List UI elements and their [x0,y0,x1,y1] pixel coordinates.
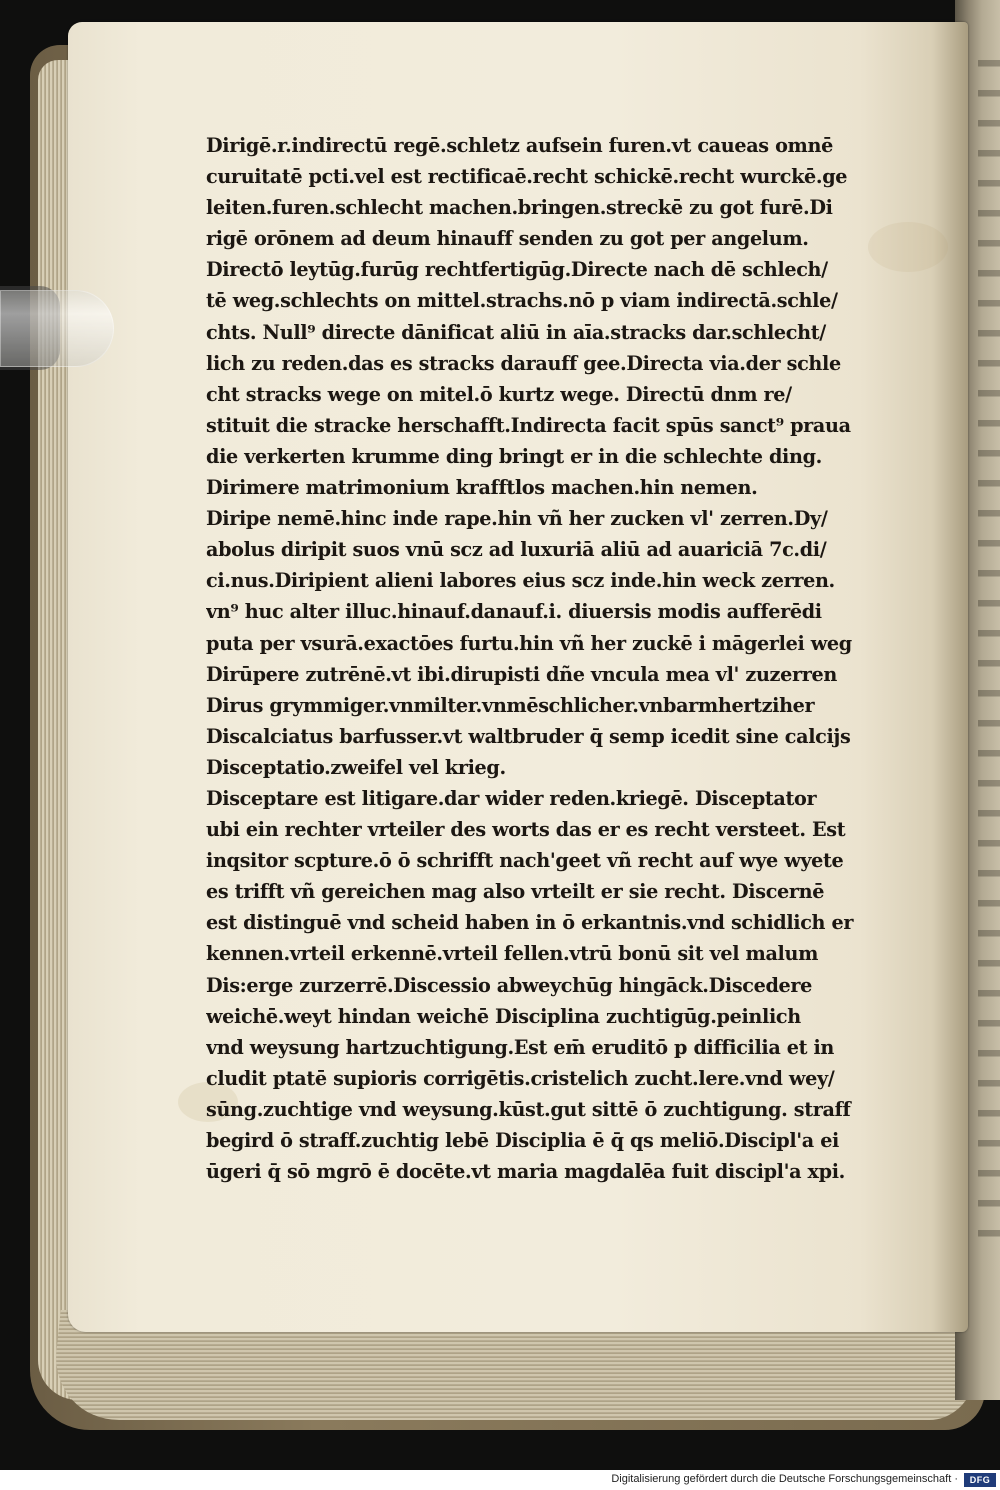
text-line: stituit die stracke herschafft.Indirecta facit spūs sanct⁹ praua [206,413,851,437]
text-line: Discalciatus barfusser.vt waltbruder q̄ semp icedit sine calcijs [206,724,851,748]
text-line: est distinguē vnd scheid haben in ō erkantnis.vnd schidlich er [206,911,854,935]
footer-bar [0,1470,1000,1490]
dfg-logo: DFG [964,1473,996,1487]
text-line: cht stracks wege on mitel.ō kurtz wege. Directū dnm re/ [206,382,792,406]
text-line: curuitatē pcti.vel est rectificaē.recht schickē.recht wurckē.ge [206,165,848,189]
text-line: ūgeri q̄ sō mgrō ē docēte.vt maria magdalēa fuit discipl'a xpi. [206,1160,845,1184]
text-line: es trifft vñ gereichen mag also vrteilt er sie recht. Discernē [206,880,825,904]
text-line: Directō leytūg.furūg rechtfertigūg.Directe nach dē schlech/ [206,258,828,282]
text-line: tē weg.schlechts on mittel.strachs.nō p viam indirectā.schle/ [206,289,838,313]
text-line: leiten.furen.schlecht machen.bringen.streckē zu got furē.Di [206,196,833,220]
text-line: inqsitor scpture.ō ō schrifft nach'geet vñ recht auf wye wyete [206,849,844,873]
text-line: Dirimere matrimonium krafftlos machen.hin nemen. [206,476,758,500]
text-line: ci.nus.Diripient alieni labores eius scz inde.hin weck zerren. [206,569,835,593]
text-line: sūng.zuchtige vnd weysung.kūst.gut sittē ō zuchtigung. straff [206,1097,851,1121]
text-line: Disceptatio.zweifel vel krieg. [206,755,506,779]
text-line: weichē.weyt hindan weichē Disciplina zuchtigūg.peinlich [206,1004,801,1028]
text-line: Dirigē.r.indirectū regē.schletz aufsein furen.vt caueas omnē [206,134,833,157]
text-line: Disceptare est litigare.dar wider reden.kriegē. Disceptator [206,786,817,810]
text-line: cludit ptatē supioris corrigētis.cristelich zucht.lere.vnd wey/ [206,1066,835,1090]
text-line: Dirus grymmiger.vnmilter.vnmēschlicher.vnbarmhertziher [206,693,815,717]
text-line: ubi ein rechter vrteiler des worts das er es recht versteet. Est [206,818,846,842]
text-line: begird ō straff.zuchtig lebē Disciplia ē q̄ qs meliō.Discipl'a ei [206,1129,840,1152]
text-line: chts. Null⁹ directe dānificat aliū in aīa.stracks dar.schlecht/ [206,320,826,344]
text-line: abolus diripit suos vnū scz ad luxuriā aliū ad auariciā 7c.di/ [206,538,827,562]
text-line: Dis:erge zurzerrē.Discessio abweychūg hingāck.Discedere [206,973,813,997]
facing-page-text-shadow [978,60,1000,1240]
page-text-block [206,130,906,1187]
text-line: Diripe nemē.hinc inde rape.hin vñ her zucken vl' zerren.Dy/ [206,507,828,531]
text-line: rigē orōnem ad deum hinauff senden zu got per angelum. [206,227,809,251]
text-line: kennen.vrteil erkennē.vrteil fellen.vtrū bonū sit vel malum [206,942,819,966]
text-line: die verkerten krumme ding bringt er in die schlechte ding. [206,444,822,468]
text-line: Dirūpere zutrēnē.vt ibi.dirupisti dñe vncula mea vl' zuzerren [206,662,837,686]
text-line: vnd weysung hartzuchtigung.Est em̄ eruditō p difficilia et in [206,1035,834,1059]
page-holder-clip [0,290,114,367]
funding-credit: Digitalisierung gefördert durch die Deutsche Forschungsgemeinschaft · [611,1473,958,1485]
text-line: lich zu reden.das es stracks darauff gee.Directa via.der schle [206,351,841,375]
text-line: puta per vsurā.exactōes furtu.hin vñ her zuckē i māgerlei weg [206,631,852,655]
text-line: vn⁹ huc alter illuc.hinauf.danauf.i. diuersis modis aufferēdi [206,600,822,624]
